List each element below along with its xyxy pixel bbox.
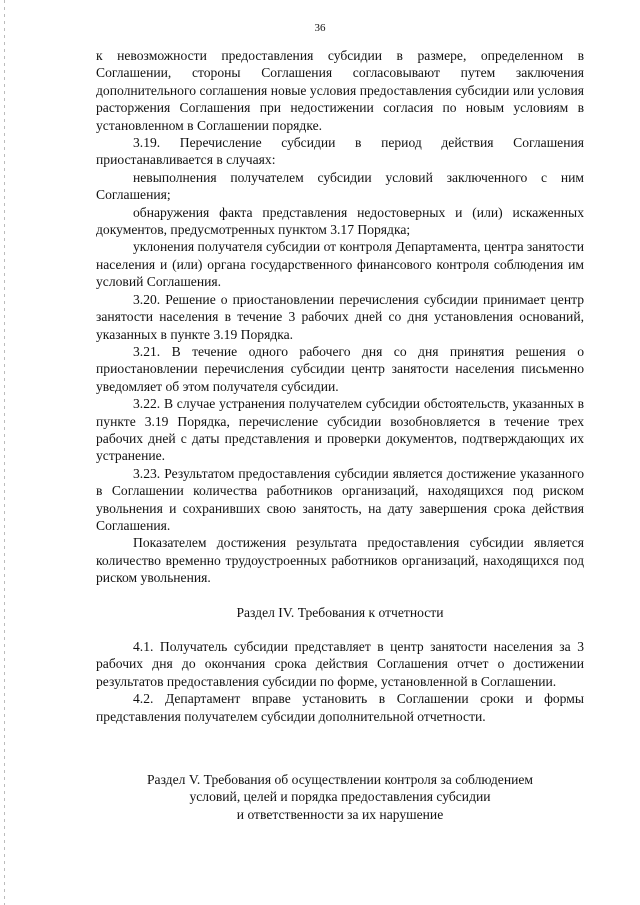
paragraph: Показателем достижения результата предоставления субсидии является количество временно трудоустроенных работников организаций, находящихся под риском увольнения.	[96, 535, 584, 586]
paragraph-3-19: 3.19. Перечисление субсидии в период действия Соглашения приостанавливается в случаях:	[96, 135, 584, 168]
section-5-heading-line-2: условий, целей и порядка предоставления субсидии	[189, 789, 491, 805]
paragraph-3-21: 3.21. В течение одного рабочего дня со дня принятия решения о приостановлении перечисления субсидии центр занятости населения письменно уведомляет об этом получателя субсидии.	[96, 343, 584, 394]
section-5-heading-line-1: Раздел V. Требования об осуществлении контроля за соблюдением	[146, 772, 534, 788]
scan-edge	[4, 0, 5, 905]
list-item: обнаружения факта представления недостоверных и (или) искаженных документов, предусмотренных пунктом 3.17 Порядка;	[96, 204, 584, 238]
paragraph-3-22: 3.22. В случае устранения получателем субсидии обстоятельств, указанных в пункте 3.19 Порядка, перечисление субсидии возобновляется в течение трех рабочих дней с даты представления и проверки документов, подтверждающих их устранение.	[96, 396, 584, 464]
list-item: уклонения получателя субсидии от контроля Департамента, центра занятости населения и (или) органа государственного финансового контроля соблюдения им условий Соглашения.	[96, 239, 584, 290]
paragraph-3-23: 3.23. Результатом предоставления субсидии является достижение указанного в Соглашении количества работников организаций, находящихся под риском увольнения и сохранивших свою занятость, на дату завершения срока действия Соглашения.	[96, 465, 584, 533]
list-item: невыполнения получателем субсидии условий заключенного с ним Соглашения;	[96, 169, 584, 203]
paragraph-4-1: 4.1. Получатель субсидии представляет в центр занятости населения за 3 рабочих дня до окончания срока действия Соглашения отчет о достижении результатов предоставления субсидии по форме, установленной в Соглашении.	[96, 639, 584, 689]
section-5-heading-line-3: и ответственности за их нарушение	[236, 806, 444, 822]
paragraph-4-2: 4.2. Департамент вправе установить в Соглашении сроки и формы представления получателем субсидии дополнительной отчетности.	[96, 691, 584, 724]
section-4-heading: Раздел IV. Требования к отчетности	[236, 604, 444, 620]
paragraph: к невозможности предоставления субсидии в размере, определенном в Соглашении, стороны Соглашения согласовывают путем заключения дополнительного соглашения новые условия предоставления субсидии или условия расторжения Соглашения при недостижении согласия по новым условиям в установленном в Соглашении порядке.	[96, 48, 584, 133]
document-body	[96, 47, 584, 823]
page-number: 36	[314, 22, 326, 34]
paragraph-3-20: 3.20. Решение о приостановлении перечисления субсидии принимает центр занятости населения в течение 3 рабочих дней со дня установления оснований, указанных в пункте 3.19 Порядка.	[96, 291, 584, 342]
